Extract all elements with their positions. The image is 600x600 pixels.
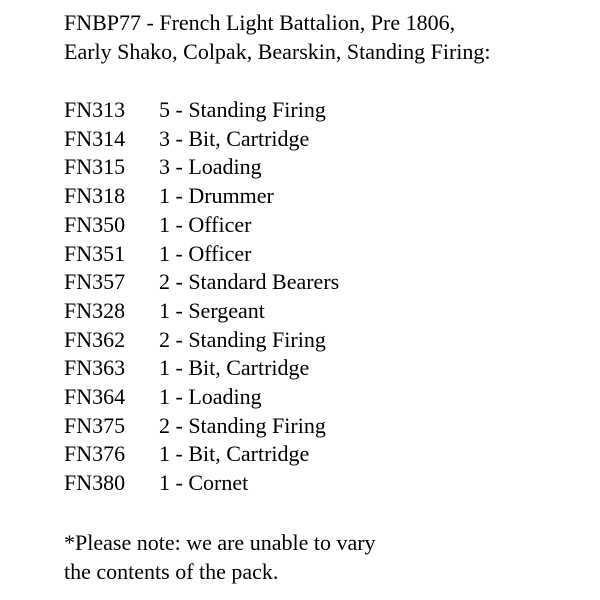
pack-item-code: FN315 [64, 154, 126, 180]
pack-item-description: 1 - Officer [159, 211, 252, 237]
pack-item-code: FN362 [64, 326, 126, 352]
pack-item-row [64, 440, 584, 469]
pack-item-description: 2 - Standing Firing [159, 326, 326, 352]
pack-item-description: 2 - Standard Bearers [159, 269, 340, 295]
pack-item-code: FN375 [64, 412, 126, 438]
pack-item-description: 3 - Bit, Cartridge [159, 125, 310, 151]
pack-item-row [64, 125, 584, 154]
pack-heading-line-1: FNBP77 - French Light Battalion, Pre 1806, [64, 10, 456, 35]
pack-item-row [64, 383, 584, 412]
pack-item-row [64, 268, 584, 297]
pack-item-row [64, 412, 584, 441]
pack-item-description: 1 - Cornet [159, 470, 249, 496]
pack-item-code: FN351 [64, 240, 126, 266]
pack-item-code: FN357 [64, 269, 126, 295]
pack-item-description: 1 - Loading [159, 384, 262, 410]
pack-item-description: 1 - Drummer [159, 183, 274, 209]
pack-note-line-1: *Please note: we are unable to vary [64, 529, 376, 555]
pack-item-code: FN364 [64, 384, 126, 410]
pack-item-row [64, 96, 584, 125]
pack-item-description: 3 - Loading [159, 154, 262, 180]
pack-item-row [64, 211, 584, 240]
pack-item-row [64, 354, 584, 383]
pack-item-code: FN350 [64, 211, 126, 237]
pack-note-line-2: the contents of the pack. [64, 558, 279, 584]
pack-item-row [64, 182, 584, 211]
pack-item-description: 1 - Bit, Cartridge [159, 355, 310, 381]
pack-item-code: FN363 [64, 355, 126, 381]
pack-item-row [64, 326, 584, 355]
pack-item-row [64, 240, 584, 269]
pack-item-code: FN313 [64, 97, 126, 122]
pack-item-description: 1 - Sergeant [159, 297, 265, 323]
pack-item-code: FN314 [64, 125, 126, 151]
pack-item-row [64, 297, 584, 326]
pack-note [64, 528, 584, 586]
pack-item-description: 5 - Standing Firing [159, 97, 326, 122]
pack-heading-line-2: Early Shako, Colpak, Bearskin, Standing Firing: [64, 39, 491, 64]
pack-contents-list [64, 96, 584, 498]
pack-item-description: 1 - Bit, Cartridge [159, 441, 310, 467]
pack-item-code: FN318 [64, 183, 126, 209]
pack-item-row [64, 153, 584, 182]
pack-item-description: 2 - Standing Firing [159, 412, 326, 438]
pack-document [64, 8, 584, 586]
pack-item-code: FN376 [64, 441, 126, 467]
pack-item-code: FN328 [64, 297, 126, 323]
pack-item-code: FN380 [64, 470, 126, 496]
pack-heading [64, 8, 584, 66]
pack-item-row [64, 469, 584, 498]
pack-item-description: 1 - Officer [159, 240, 252, 266]
